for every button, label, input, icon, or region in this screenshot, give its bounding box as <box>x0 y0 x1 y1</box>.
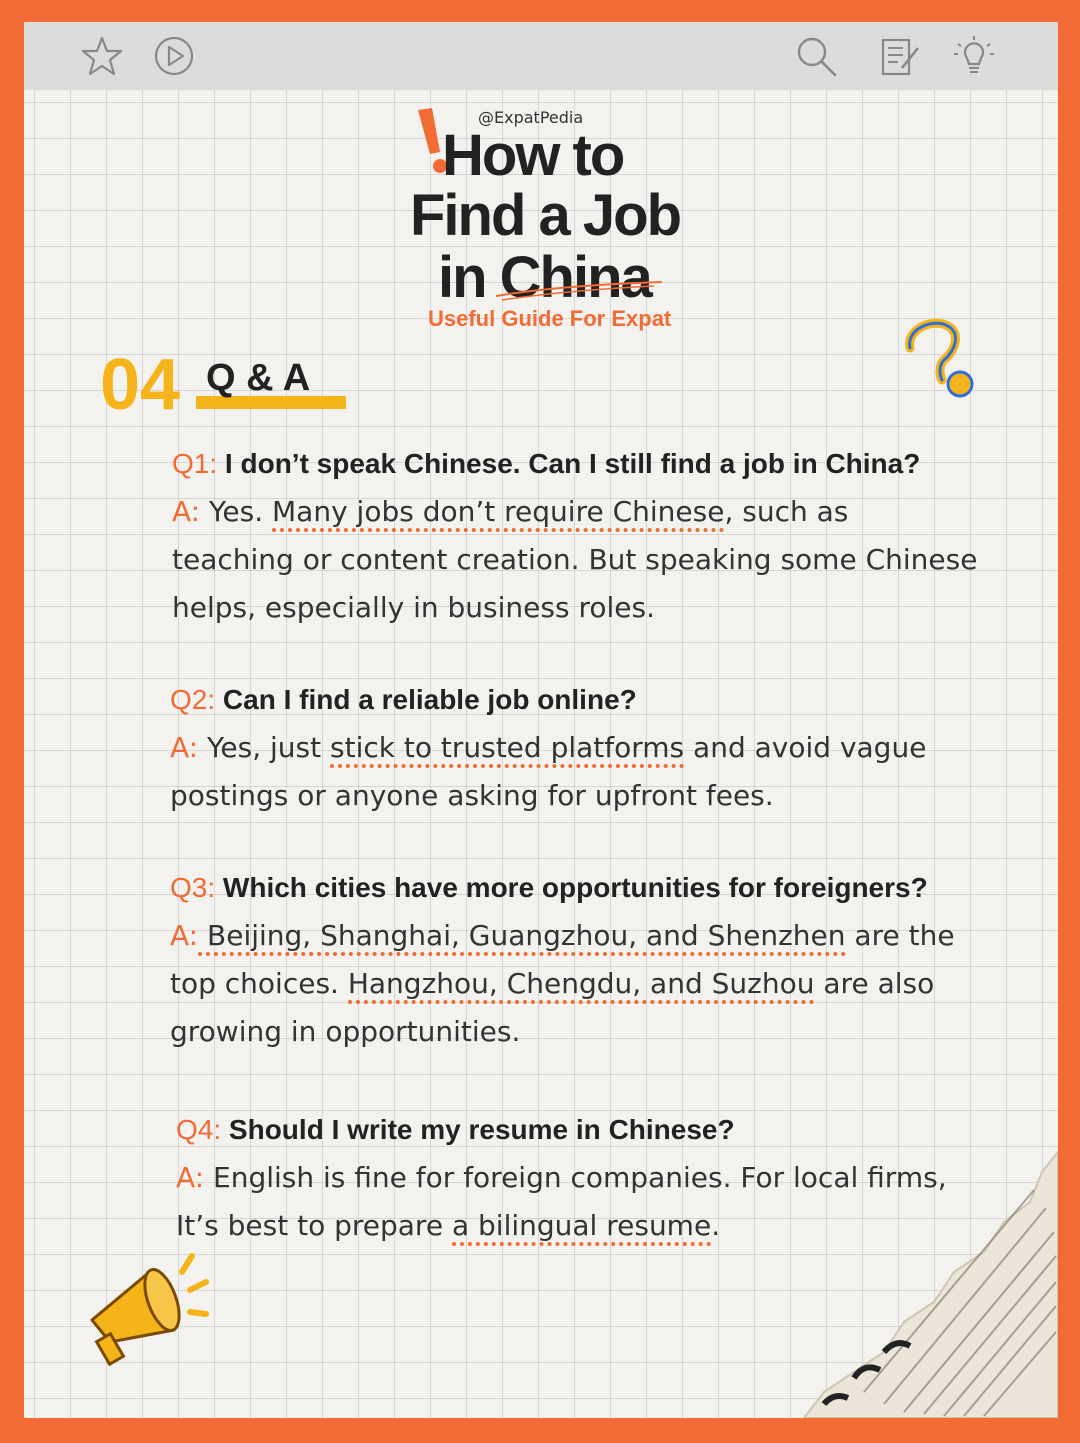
subtitle: Useful Guide For Expat <box>428 306 672 331</box>
question-mark-icon <box>904 318 984 410</box>
qa-item-2 <box>170 676 1020 820</box>
newspaper-corner-image <box>784 1142 1058 1418</box>
toolbar <box>24 22 1058 90</box>
question-3: Q3: Which cities have more opportunities for foreigners? <box>170 872 928 903</box>
answer-3: A: Beijing, Shanghai, Guangzhou, and Shenzhen are the top choices. Hangzhou, Chengdu, and Suzhou are also growing in opportunities. <box>170 919 955 1048</box>
title-line-2: Find a Job <box>410 183 680 248</box>
scribble-underline <box>494 278 664 302</box>
section-title: Q & A <box>206 357 311 399</box>
answer-1: A: Yes. Many jobs don’t require Chinese, such as teaching or content creation. But speaking some Chinese helps, especially in business roles. <box>172 495 978 624</box>
megaphone-icon <box>82 1250 212 1370</box>
section-number: 04 <box>100 345 181 425</box>
highlight-text: a bilingual resume <box>452 1209 711 1246</box>
answer-4: A: English is fine for foreign companies. For local firms, It’s best to prepare a bilingual resume. <box>176 1154 1026 1250</box>
qa-item-3 <box>170 864 1020 1056</box>
search-icon[interactable] <box>792 32 840 80</box>
star-icon[interactable] <box>78 32 126 80</box>
title-line-1: How to <box>442 123 624 188</box>
highlight-text: Beijing, Shanghai, Guangzhou, and Shenzhen <box>198 919 845 956</box>
question-2: Q2: Can I find a reliable job online? <box>170 684 637 715</box>
question-1: Q1: I don’t speak Chinese. Can I still find a job in China? <box>172 448 921 479</box>
page-card <box>24 22 1058 1418</box>
title-line-3: in China <box>438 245 651 310</box>
lightbulb-icon[interactable] <box>950 32 998 80</box>
highlight-text: Hangzhou, Chengdu, and Suzhou <box>348 967 815 1004</box>
qa-item-1 <box>172 440 1022 632</box>
author-handle: @ExpatPedia <box>478 108 584 127</box>
highlight-text: Many jobs don’t require Chinese <box>272 495 724 532</box>
question-4: Q4: Should I write my resume in Chinese? <box>176 1114 735 1145</box>
answer-2: A: Yes, just stick to trusted platforms and avoid vague postings or anyone asking for upfront fees. <box>170 731 927 812</box>
notes-icon[interactable] <box>876 32 924 80</box>
play-icon[interactable] <box>150 32 198 80</box>
highlight-text: stick to trusted platforms <box>330 731 684 768</box>
